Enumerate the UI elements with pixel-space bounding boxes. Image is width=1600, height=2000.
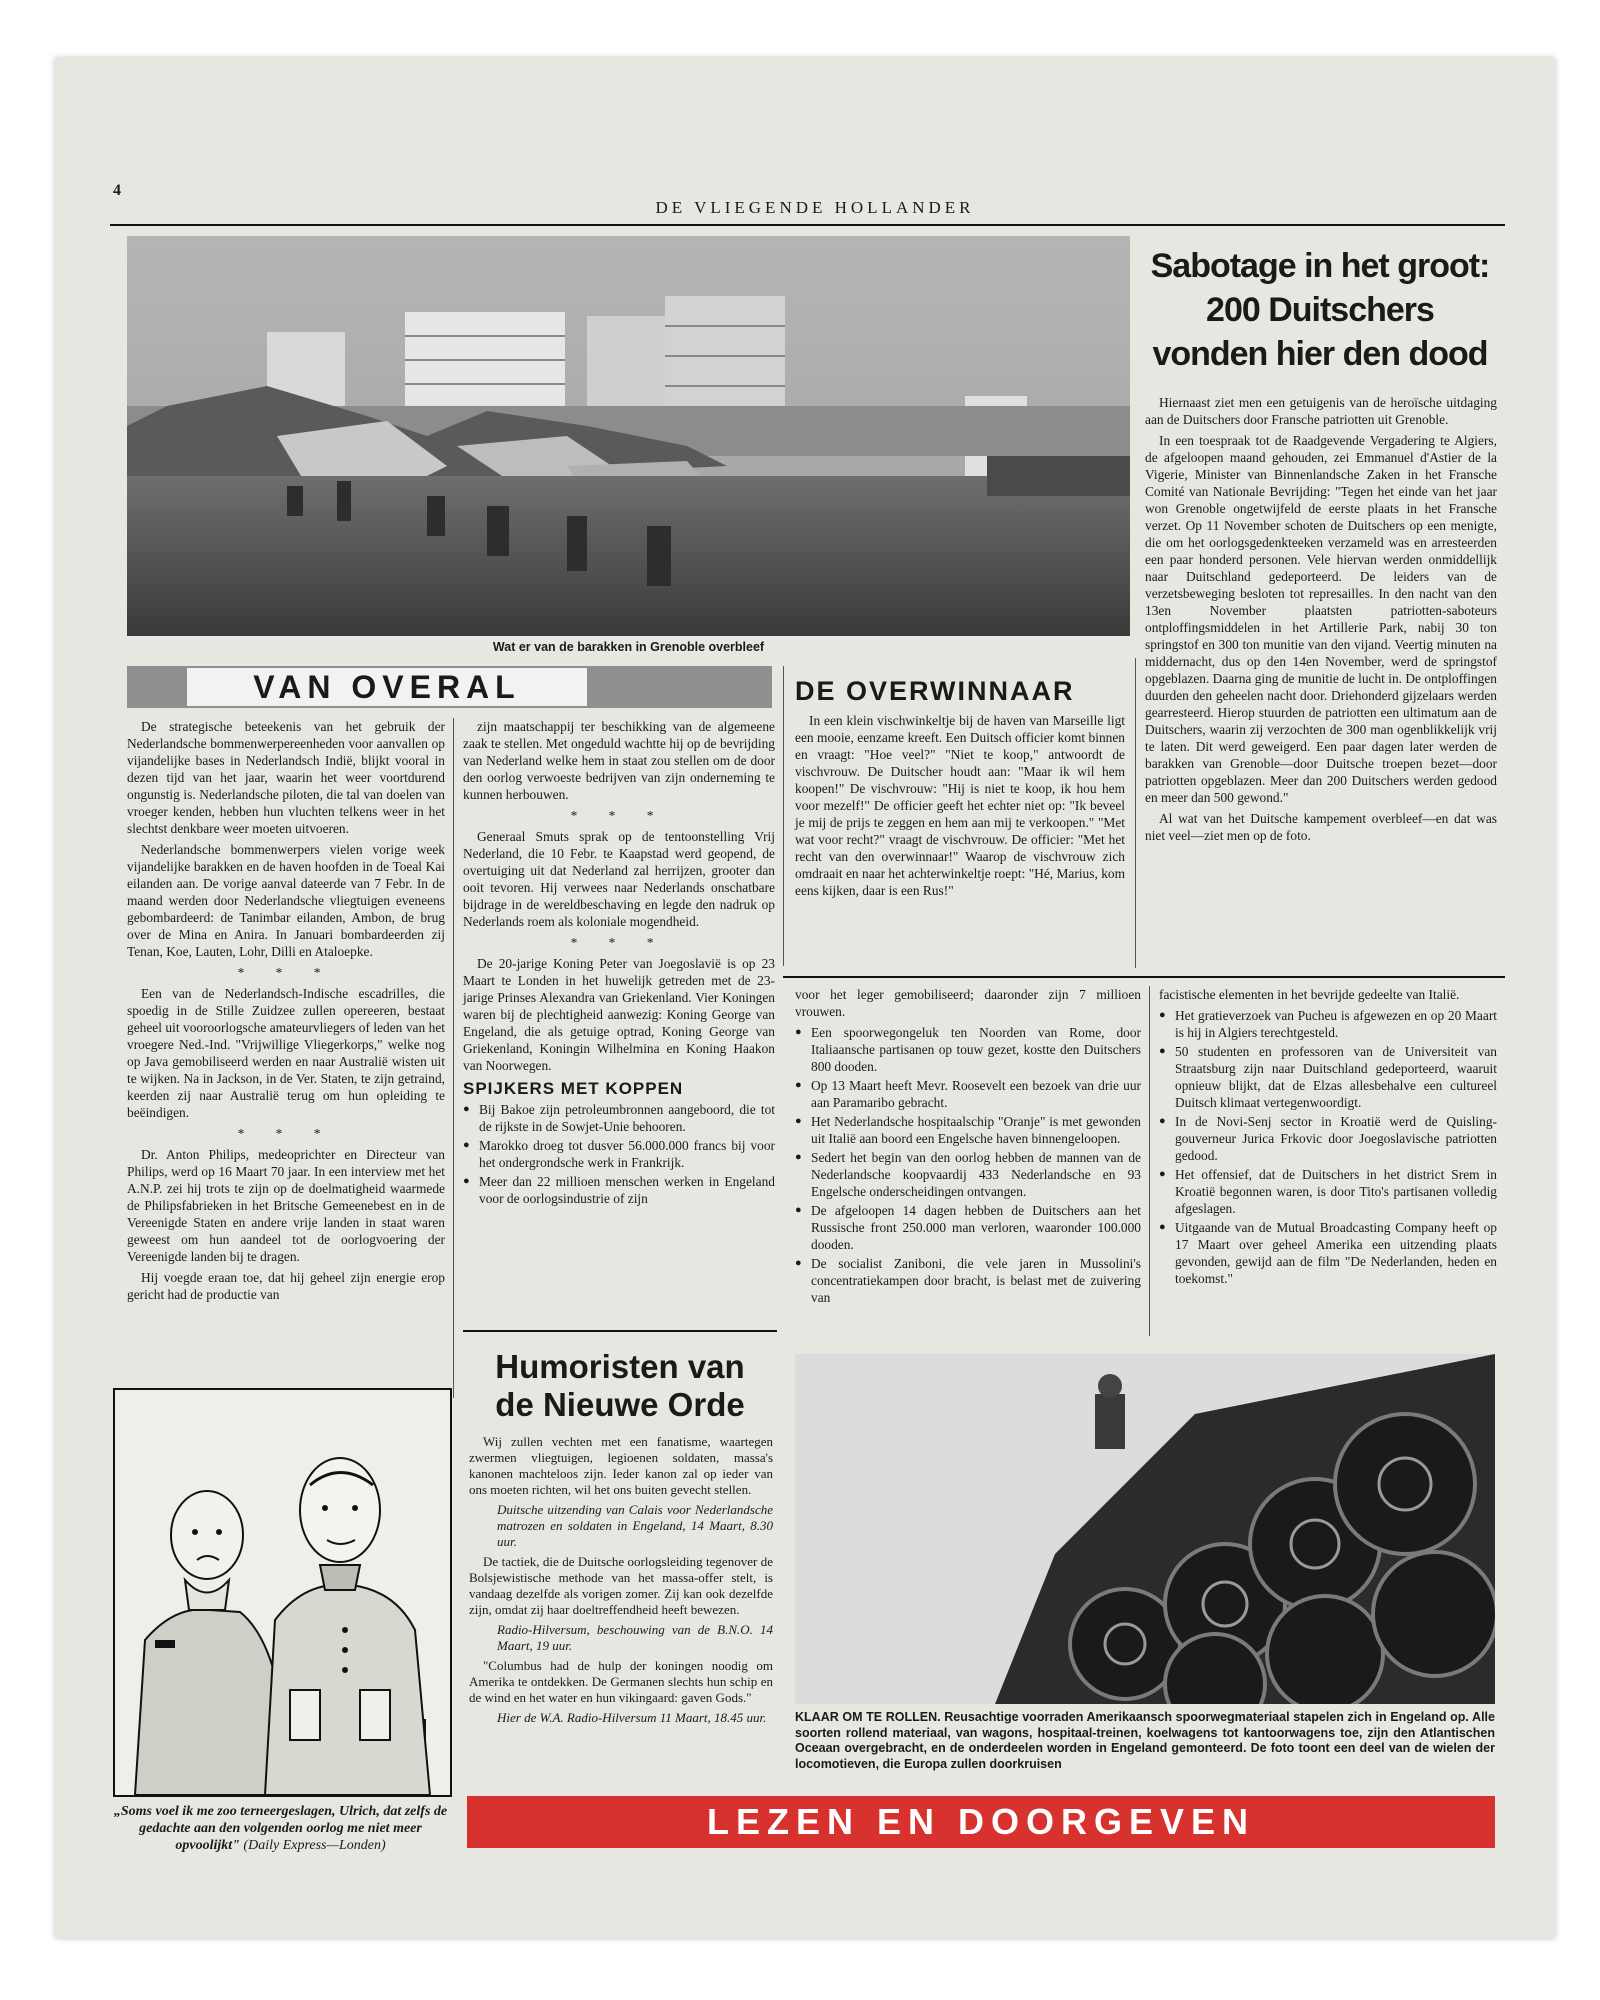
humoristen-heading-line-1: Humoristen van <box>495 1348 745 1385</box>
spijkers-item: ● Het gratieverzoek van Pucheu is afgewezen en op 20 Maart is hij in Algiers terechtgesteld. <box>1159 1007 1497 1041</box>
spijkers-item: ● Een spoorwegongeluk ten Noorden van Rome, door Italiaansche partisanen op touw gezet, kostte den Duitschers 800 dooden. <box>795 1024 1141 1075</box>
sabotage-paragraph: In een toespraak tot de Raadgevende Vergadering te Algiers, de afgeloopen maand gehouden, zei Emmanuel d'Astier de la Vigerie, Minister van Binnenlandsche Zaken in het Fransche Comité van Nationale Bevrijding: "Tegen het einde van het jaar won Grenoble ongetwijfeld de eerste plaats in het Fransche verzet. Op 11 November schoten de Duitschers op een menigte, die om het oorlogsgedenkteeken verzameld was en arresteerden een paar honderd personen. Vele hiervan werden onmiddellijk naar Duitschland gedeporteerd. De leiders van de verzetsbeweging besloten tot represailles. In den nacht van den 13en November plaatsten patriotten-saboteurs ontploffingsmiddelen in het Artillerie Park, nabij 30 ton springstof en 300 ton munitie van den vijand. Veertig minuten na middernacht, dus op den 14en November, werd de springstof opgeblazen. Daarna ging de munitie de lucht in. De ontploffingen duurden den geheelen nacht door. Driehonderd gijzelaars werden gearresteerd. Hierop stuurden de patriotten een ultimatum aan de Duitschers, waarin zij verzochten de 300 man ogenblikkelijk vrij te laten. Dit werd geweigerd. Een paar dagen later werden de barakken van Grenoble—door Duitsche troepen bezet—door patriotten opgeblazen. Meer dan 200 Duitschers werden gedood en meer dan 500 gewond." <box>1145 433 1497 805</box>
spijkers-list-c <box>1159 1007 1497 1287</box>
van-overal-heading: VAN OVERAL <box>187 668 587 706</box>
separator-stars: * * * <box>237 965 335 980</box>
van-overal-paragraph: De 20-jarige Koning Peter van Joegoslavië is op 23 Maart te Londen in het huwelijk getreden met de 23-jarige Prinses Alexandra van Griekenland. Vier Koningen waren bij de plechtigheid aanwezig: Koning George van Engeland, die als getuige optrad, Koning George van Griekenland, Koningin Wilhelmina en Koning Haakon van Noorwegen. <box>463 956 775 1073</box>
overwinnaar-heading: DE OVERWINNAAR <box>795 676 1075 706</box>
spijkers-item: ● 50 studenten en professoren van de Universiteit van Straatsburg zijn naar Duitschland gedeporteerd, waaruit opnieuw blijkt, dat de Elzas allesbehalve een cultureel Duitsch klimaat vertegenwoordigt. <box>1159 1043 1497 1111</box>
lezen-en-doorgeven-banner: LEZEN EN DOORGEVEN <box>467 1796 1495 1848</box>
spijkers-heading: SPIJKERS MET KOPPEN <box>463 1079 684 1098</box>
cartoon-caption-text: „Soms voel ik me zoo terneergeslagen, Ulrich, dat zelfs de gedachte aan den volgenden oorlog me niet meer opvoolijkt" <box>113 1804 448 1853</box>
spijkers-item: ● Sedert het begin van den oorlog hebben de mannen van de Nederlandsche koopvaardij 433 Nederlandsche en 93 Engelsche onderscheidingen ontvangen. <box>795 1149 1141 1200</box>
cartoon-caption <box>113 1803 448 1854</box>
sabotage-body <box>1145 394 1497 848</box>
humoristen-quote: "Columbus had de hulp der koningen noodig om Amerika te ontdekken. De Germanen slechts hun schip en de wind en het water en hun vikingaard: gaven Gods." <box>469 1658 773 1705</box>
spijkers-item: ● In de Novi-Senj sector in Kroatië werd de Quisling-gouverneur Jurica Frkovic door Joegoslavische patriotten gedood. <box>1159 1113 1497 1164</box>
humoristen-quote: De tactiek, die de Duitsche oorlogsleiding tegenover de Bolsjewistische methode van het massa-offer stelt, is vandaag dezelfde als vorigen zomer. Zij kan ook dezelfde zijn, omdat zij haar doeltreffendheid heeft bewezen. <box>469 1554 773 1617</box>
sabotage-headline-text: Sabotage in het groot: 200 Duitschers vonden hier den dood <box>1150 247 1490 373</box>
van-overal-paragraph: Dr. Anton Philips, medeoprichter en Directeur van Philips, werd op 16 Maart 70 jaar. In een interview met het A.N.P. zei hij trots te zijn op de doelmatigheid waarmede de Philipsfabrieken in het Britsche Gemeenebest en in de Vereenigde Staten en andere vrije landen in staat waren geweest om hun aandeel tot de oorlogvoering der Vereenigde landen bij te dragen. <box>127 1147 445 1264</box>
humoristen-source: Radio-Hilversum, beschouwing van de B.N.O. 14 Maart, 19 uur. <box>497 1622 773 1653</box>
van-overal-paragraph: De strategische beteekenis van het gebruik der Nederlandsche bommenwerpereenheden voor aanvallen op vijandelijke bases in Nederlandsch Indië, blijkt vooral in dezen tijd van het jaar, waarin het weer voortdurend ongunstig is. Nederlandsche piloten, die tal van doelen van vroeger kenden, hebben hun vluchten telkens weer in het slechtst denkbare weer moeten uitvoeren. <box>127 719 445 836</box>
overwinnaar-body <box>795 712 1125 903</box>
humoristen-source: Duitsche uitzending van Calais voor Nederlandsche matrozen en soldaten in Engeland, 14 Maart, 8.30 uur. <box>497 1502 773 1549</box>
spijkers-item: ● Het Nederlandsche hospitaalschip "Oranje" is met gewonden uit Italië aan boord een Engelsche haven binnengeloopen. <box>795 1113 1141 1147</box>
spijkers-lead: voor het leger gemobiliseerd; daaronder zijn 7 millioen vrouwen. <box>795 987 1141 1019</box>
train-wheels-photo <box>795 1354 1495 1704</box>
spijkers-col-c <box>1159 986 1497 1289</box>
page-number: 4 <box>113 182 121 199</box>
spijkers-col-b <box>795 986 1141 1308</box>
masthead-rule <box>110 224 1505 226</box>
sabotage-paragraph: Hiernaast ziet men een getuigenis van de heroïsche uitdaging aan de Duitschers door Fransche patriotten uit Grenoble. <box>1145 395 1497 427</box>
separator-stars: * * * <box>237 1126 335 1141</box>
cartoon-officers-illustration <box>115 1390 450 1795</box>
grenoble-ruins-photo <box>127 236 1130 636</box>
spijkers-item: ● De afgeloopen 14 dagen hebben de Duitschers aan het Russische front 250.000 man verloren, waaronder 100.000 dooden. <box>795 1202 1141 1253</box>
grenoble-ruins-illustration <box>127 236 1130 636</box>
humoristen-heading <box>463 1348 777 1424</box>
spijkers-item: ● Het offensief, dat de Duitschers in het district Srem in Kroatië begonnen waren, is door Tito's partisanen volledig afgeslagen. <box>1159 1166 1497 1217</box>
sabotage-paragraph: Al wat van het Duitsche kampement overbleef—en dat was niet veel—ziet men op de foto. <box>1145 811 1497 843</box>
spijkers-list-a <box>463 1101 775 1207</box>
humoristen-heading-line-2: de Nieuwe Orde <box>495 1386 745 1423</box>
sabotage-headline <box>1145 244 1495 376</box>
section-rule <box>463 1330 777 1332</box>
section-rule <box>783 976 1505 978</box>
train-photo-caption <box>795 1710 1495 1772</box>
spijkers-item: ● Marokko droeg tot dusver 56.000.000 francs bij voor het ondergrondsche werk in Frankrijk. <box>463 1137 775 1171</box>
train-wheels-illustration <box>795 1354 1495 1704</box>
spijkers-item: ● Meer dan 22 millioen menschen werken in Engeland voor de oorlogsindustrie of zijn <box>463 1173 775 1207</box>
overwinnaar-paragraph: In een klein vischwinkeltje bij de haven van Marseille ligt een mooie, eenzame kreeft. Een Duitsch officier komt binnen en vraagt: "Hoe veel?" "Niet te koop," antwoordt de vischvrouw. De Duitscher houdt aan: "Maar ik wil hem koopen!" De vischvrouw: "Hij is niet te koop, ik hou hem voor mezelf!" De officier geeft het echter niet op: "Ik beveel je mij de prijs te zeggen en hem aan mij te verkoopen." "Met wat voor recht?" vraagt de vischvrouw. De officier: "Met het recht van den overwinnaar!" Waarop de vischvrouw zich omdraait en naar het achterwinkeltje roept: "Hé, Marius, kom eens kijken, daar is een Rus!" <box>795 713 1125 898</box>
humoristen-source: Hier de W.A. Radio-Hilversum 11 Maart, 18.45 uur. <box>497 1710 767 1725</box>
separator-stars: * * * <box>570 808 668 823</box>
separator-stars: * * * <box>570 935 668 950</box>
train-caption-text: Reusachtige voorraden Amerikaansch spoorwegmateriaal stapelen zich in Engeland op. Alle soorten rollend materiaal, van wagons, hospitaal-treinen, koelwagens tot kantoorwagens toe, zijn den Atlantischen Oceaan overgebracht, en de onderdeelen worden in Engeland gemonteerd. De foto toont een deel van de wielen der locomotieven, die Europa zullen doorkruisen <box>795 1710 1495 1771</box>
van-overal-col-1 <box>127 718 445 1307</box>
van-overal-band <box>127 666 772 708</box>
newspaper-page <box>55 58 1555 1938</box>
spijkers-item: ● Bij Bakoe zijn petroleumbronnen aangeboord, die tot de rijkste in de Sowjet-Unie behooren. <box>463 1101 775 1135</box>
humoristen-body <box>469 1434 773 1730</box>
spijkers-item: ● De socialist Zaniboni, die vele jaren in Mussolini's concentratiekampen door bracht, is belast met de zuivering van <box>795 1255 1141 1306</box>
cartoon-frame <box>113 1388 452 1797</box>
van-overal-paragraph: Hij voegde eraan toe, dat hij geheel zijn energie erop gericht had de productie van <box>127 1270 445 1302</box>
spijkers-lead: facistische elementen in het bevrijde gedeelte van Italië. <box>1159 987 1460 1002</box>
masthead-title: DE VLIEGENDE HOLLANDER <box>655 198 975 217</box>
grenoble-photo-caption: Wat er van de barakken in Grenoble overbleef <box>492 640 765 654</box>
column-rule <box>1149 986 1150 1336</box>
van-overal-paragraph: Een van de Nederlandsch-Indische escadrilles, die spoedig in de Stille Zuidzee zullen opereeren, bestaat geheel uit vooroorlogsche amateurvliegers of leden van het vroegere Ned.-Ind. "Vrijwillige Vliegerkorps," welke nog op Java gemobiliseerd werden en naar Australië wisten uit te wijken. Na in Jackson, in de Ver. Staten, te zijn getraind, keerden zij naar Australië terug om hun opleiding te beëindigen. <box>127 986 445 1120</box>
humoristen-quote: Wij zullen vechten met een fanatisme, waartegen zwermen vliegtuigen, legioenen soldaten, massa's kanonen machteloos zijn. Ieder kanon zal op ieder van ons moeten richten, wil het ons buiten gevecht stellen. <box>469 1434 773 1497</box>
spijkers-item: ● Uitgaande van de Mutual Broadcasting Company heeft op 17 Maart over geheel Amerika een uitzending plaats gevonden, gewijd aan de film "De Nederlanden, heden en toekomst." <box>1159 1219 1497 1287</box>
column-rule <box>1135 658 1136 968</box>
van-overal-paragraph: Generaal Smuts sprak op de tentoonstelling Vrij Nederland, die 10 Febr. te Kaapstad werd geopend, de overtuiging uit dat Nederland zal herrijzen, grooter dan ooit tevoren. Hij verwees naar Nederlands onschatbare bijdrage in de wereldbeschaving en legde den nadruk op Nederlands roem als koloniale mogendheid. <box>463 829 775 929</box>
train-caption-lead: KLAAR OM TE ROLLEN. <box>795 1710 941 1724</box>
spijkers-item: ● Op 13 Maart heeft Mevr. Roosevelt een bezoek van drie uur aan Paramaribo gebracht. <box>795 1077 1141 1111</box>
column-rule <box>453 718 454 1398</box>
van-overal-col-2 <box>463 718 775 1209</box>
cartoon-caption-source: (Daily Express—Londen) <box>243 1838 386 1853</box>
van-overal-paragraph: zijn maatschappij ter beschikking van de algemeene zaak te stellen. Met ongeduld wachtte hij op de bevrijding van Nederland welke hem in staat zou stellen om de door den oorlog verwoeste bedrijven van zijn onderneming te kunnen herbouwen. <box>463 719 775 802</box>
column-rule <box>783 666 784 966</box>
spijkers-list-b <box>795 1024 1141 1306</box>
van-overal-paragraph: Nederlandsche bommenwerpers vielen vorige week vijandelijke barakken en de haven hoofden in de Toeal Kai eilanden aan. De vorige aanval dateerde van 7 Febr. In de maand werden door Nederlandsche vliegtuigen eveneens gebombardeerd: de Tanimbar eilanden, Ambon, de brug over de Mina en Anira. In Januari bombardeerden zij Tenan, Koe, Lauten, Lohr, Dilli en Ataloepke. <box>127 842 445 959</box>
